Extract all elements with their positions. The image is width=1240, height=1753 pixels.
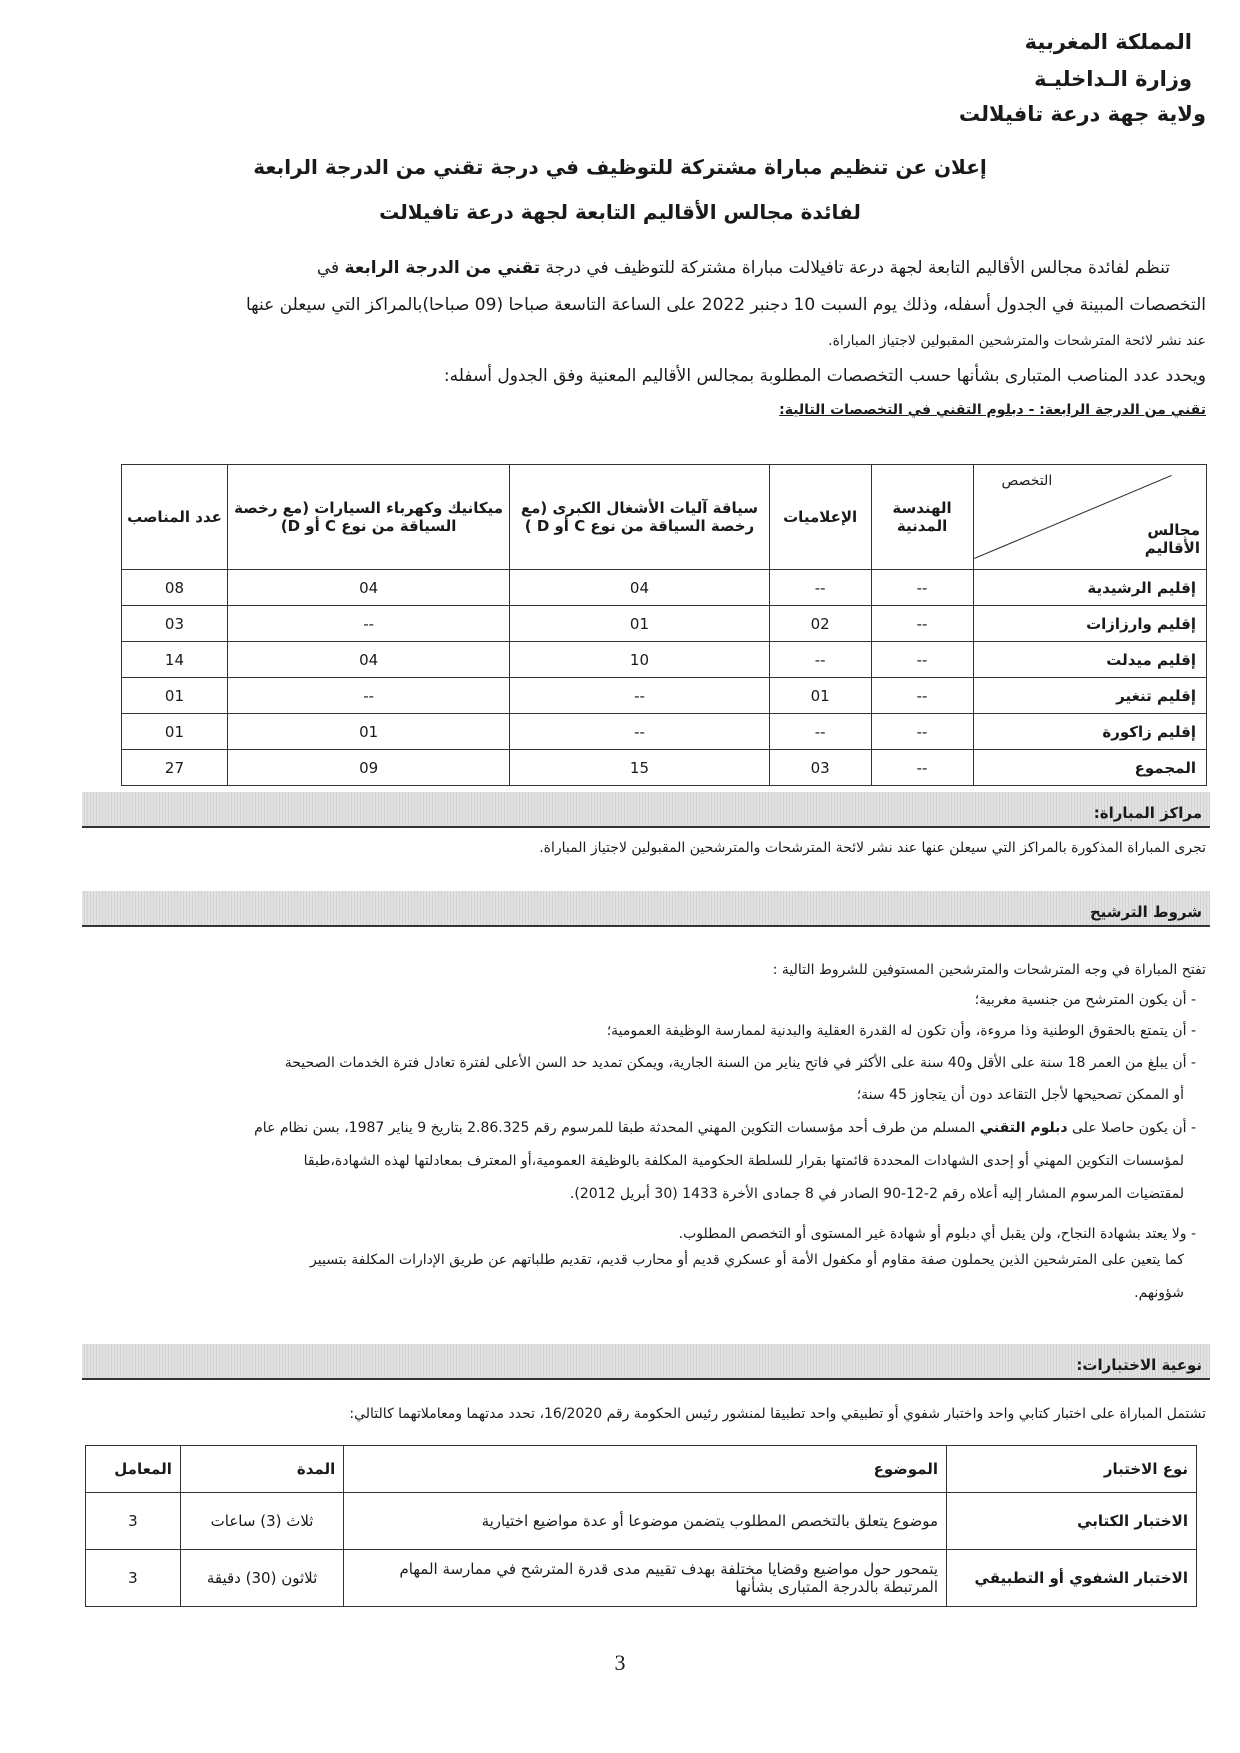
value-cell: -- xyxy=(510,678,769,714)
col-header: المعامل xyxy=(86,1446,181,1493)
value-cell: 01 xyxy=(769,678,871,714)
exam-duration-cell: ثلاث (3) ساعات xyxy=(180,1493,343,1550)
header-ministry: وزارة الـداخليـة xyxy=(1034,67,1192,91)
value-cell: 01 xyxy=(122,714,228,750)
value-cell: -- xyxy=(769,642,871,678)
grade-subtitle: تقني من الدرجة الرابعة: - دبلوم التقني في التخصصات التالية: xyxy=(779,402,1206,418)
region-cell: إقليم وارزازات xyxy=(973,606,1207,642)
col-header: نوع الاختبار xyxy=(947,1446,1197,1493)
region-cell: إقليم زاكورة xyxy=(973,714,1207,750)
condition-item: - أن يبلغ من العمر 18 سنة على الأقل و40 سنة على الأكثر في فاتح يناير من السنة الجارية، ويمكن تمديد حد السن الأعلى لفترة تعادل فترة الخدمات الصحيحة xyxy=(284,1055,1196,1071)
centers-text: تجرى المباراة المذكورة بالمراكز التي سيعلن عنها عند نشر لائحة المترشحات والمترشحين المقبولين لاجتياز المباراة. xyxy=(539,840,1206,856)
table-header-row xyxy=(86,1446,1197,1493)
exam-type-cell: الاختبار الكتابي xyxy=(947,1493,1197,1550)
value-cell: -- xyxy=(227,678,509,714)
intro-text: في xyxy=(316,258,345,278)
corner-regions-label: مجالس الأقاليم xyxy=(1144,521,1200,557)
value-cell: -- xyxy=(769,570,871,606)
value-cell: 03 xyxy=(769,750,871,786)
value-cell: -- xyxy=(871,642,973,678)
region-cell: إقليم الرشيدية xyxy=(973,570,1207,606)
exam-subject-cell: يتمحور حول مواضيع وقضايا مختلفة بهدف تقييم مدى قدرة المترشح في ممارسة المهام المرتبطة بالدرجة المتبارى بشأنها xyxy=(344,1550,947,1607)
condition-text: - أن يكون حاصلا على xyxy=(1067,1120,1196,1136)
section-bar-exams xyxy=(82,1344,1210,1380)
header-wilaya: ولاية جهة درعة تافيلالت xyxy=(958,102,1206,126)
condition-item-cont: أو الممكن تصحيحها لأجل التقاعد دون أن يتجاوز 45 سنة؛ xyxy=(856,1087,1184,1103)
region-cell: إقليم ميدلت xyxy=(973,642,1207,678)
value-cell: 02 xyxy=(769,606,871,642)
value-cell: 27 xyxy=(122,750,228,786)
value-cell: 01 xyxy=(122,678,228,714)
table-row xyxy=(122,606,1207,642)
table-row xyxy=(122,570,1207,606)
condition-item-cont: لمؤسسات التكوين المهني أو إحدى الشهادات المحددة قائمتها بقرار للسلطة الحكومية المكلفة بالوظيفة العمومية،أو المعترف بمعادلتها لهذه الشهادة،طبقا xyxy=(303,1153,1184,1169)
condition-item: - أن يكون المترشح من جنسية مغربية؛ xyxy=(974,992,1196,1008)
condition-note-cont: شؤونهم. xyxy=(1134,1285,1184,1301)
value-cell: 01 xyxy=(510,606,769,642)
table-row xyxy=(122,642,1207,678)
table-row xyxy=(86,1550,1197,1607)
intro-paragraph-4: ويحدد عدد المناصب المتبارى بشأنها حسب التخصصات المطلوبة بمجالس الأقاليم المعنية وفق الجدول أسفله: xyxy=(443,366,1206,386)
announcement-title-line2: لفائدة مجالس الأقاليم التابعة لجهة درعة تافيلالت xyxy=(379,200,861,224)
region-cell: المجموع xyxy=(973,750,1207,786)
value-cell: 15 xyxy=(510,750,769,786)
condition-item: - أن يتمتع بالحقوق الوطنية وذا مروءة، وأن تكون له القدرة العقلية والبدنية لممارسة الوظيفة العمومية؛ xyxy=(606,1023,1196,1039)
exam-duration-cell: ثلاثون (30) دقيقة xyxy=(180,1550,343,1607)
intro-bold-grade: تقني من الدرجة الرابعة xyxy=(344,258,541,278)
table-row xyxy=(122,678,1207,714)
conditions-intro: تفتح المباراة في وجه المترشحات والمترشحين المستوفين للشروط التالية : xyxy=(772,962,1206,978)
value-cell: 01 xyxy=(227,714,509,750)
col-header: ميكانيك وكهرباء السيارات (مع رخصة السياقة من نوع C أو D) xyxy=(227,465,509,570)
corner-header xyxy=(973,465,1207,570)
section-title: مراكز المباراة: xyxy=(1093,804,1202,822)
exam-subject-cell: موضوع يتعلق بالتخصص المطلوب يتضمن موضوعا أو عدة مواضيع اختيارية xyxy=(344,1493,947,1550)
value-cell: 04 xyxy=(227,570,509,606)
section-bar-conditions xyxy=(82,891,1210,927)
value-cell: -- xyxy=(871,678,973,714)
exam-coefficient-cell: 3 xyxy=(86,1493,181,1550)
value-cell: -- xyxy=(769,714,871,750)
value-cell: 14 xyxy=(122,642,228,678)
col-header: المدة xyxy=(180,1446,343,1493)
value-cell: 04 xyxy=(510,570,769,606)
value-cell: -- xyxy=(510,714,769,750)
value-cell: 08 xyxy=(122,570,228,606)
exam-type-cell: الاختبار الشفوي أو التطبيقي xyxy=(947,1550,1197,1607)
region-cell: إقليم تنغير xyxy=(973,678,1207,714)
col-header: عدد المناصب xyxy=(122,465,228,570)
condition-item: - ولا يعتد بشهادة النجاح، ولن يقبل أي دبلوم أو شهادة غير المستوى أو التخصص المطلوب. xyxy=(678,1226,1196,1242)
exams-table xyxy=(85,1445,1197,1607)
exam-coefficient-cell: 3 xyxy=(86,1550,181,1607)
condition-item xyxy=(254,1120,1196,1137)
col-header: الموضوع xyxy=(344,1446,947,1493)
col-header: الإعلاميات xyxy=(769,465,871,570)
value-cell: -- xyxy=(871,570,973,606)
value-cell: 09 xyxy=(227,750,509,786)
col-header: الهندسة المدنية xyxy=(871,465,973,570)
corner-specialty-label: التخصص xyxy=(1001,473,1053,489)
value-cell: -- xyxy=(871,714,973,750)
intro-paragraph-3: عند نشر لائحة المترشحات والمترشحين المقبولين لاجتياز المباراة. xyxy=(828,333,1206,349)
value-cell: -- xyxy=(871,750,973,786)
section-bar-centers xyxy=(82,792,1210,828)
table-header-row xyxy=(122,465,1207,570)
value-cell: -- xyxy=(227,606,509,642)
condition-text: المسلم من طرف أحد مؤسسات التكوين المهني المحدثة طبقا للمرسوم رقم 2.86.325 بتاريخ 9 يناير 1987، بسن نظام عام xyxy=(254,1120,980,1136)
posts-table xyxy=(121,464,1207,786)
value-cell: 03 xyxy=(122,606,228,642)
intro-text: تنظم لفائدة مجالس الأقاليم التابعة لجهة درعة تافيلالت مباراة مشتركة للتوظيف في درجة xyxy=(540,258,1170,278)
condition-item-cont: لمقتضيات المرسوم المشار إليه أعلاه رقم 2-12-90 الصادر في 8 جمادى الأخرة 1433 (30 أبريل 2012). xyxy=(569,1186,1184,1202)
value-cell: 10 xyxy=(510,642,769,678)
value-cell: 04 xyxy=(227,642,509,678)
intro-paragraph-2: التخصصات المبينة في الجدول أسفله، وذلك يوم السبت 10 دجنبر 2022 على الساعة التاسعة صباحا (09 صباحا)بالمراكز التي سيعلن عنها xyxy=(245,295,1206,315)
value-cell: -- xyxy=(871,606,973,642)
section-title: نوعية الاختبارات: xyxy=(1076,1356,1202,1374)
exams-intro: تشتمل المباراة على اختبار كتابي واحد واختبار شفوي أو تطبيقي واحد تطبيقا لمنشور رئيس الحكومة رقم 16/2020، تحدد مدتهما ومعاملاتهما كالتالي: xyxy=(349,1406,1206,1422)
page-number: 3 xyxy=(614,1650,626,1675)
intro-paragraph-1 xyxy=(317,258,1170,278)
announcement-title-line1: إعلان عن تنظيم مباراة مشتركة للتوظيف في درجة تقني من الدرجة الرابعة xyxy=(253,155,987,179)
col-header: سياقة آليات الأشغال الكبرى (مع رخصة السياقة من نوع C أو D ) xyxy=(510,465,769,570)
condition-note: كما يتعين على المترشحين الذين يحملون صفة مقاوم أو مكفول الأمة أو عسكري قديم أو محارب قديم، تقديم طلباتهم عن طريق الإدارات المكلفة بتسيير xyxy=(310,1252,1184,1268)
table-row xyxy=(122,750,1207,786)
header-kingdom: المملكة المغربية xyxy=(1024,30,1192,54)
section-title: شروط الترشيح xyxy=(1089,903,1202,921)
table-row xyxy=(86,1493,1197,1550)
condition-bold: دبلوم التقني xyxy=(979,1120,1068,1136)
table-row xyxy=(122,714,1207,750)
